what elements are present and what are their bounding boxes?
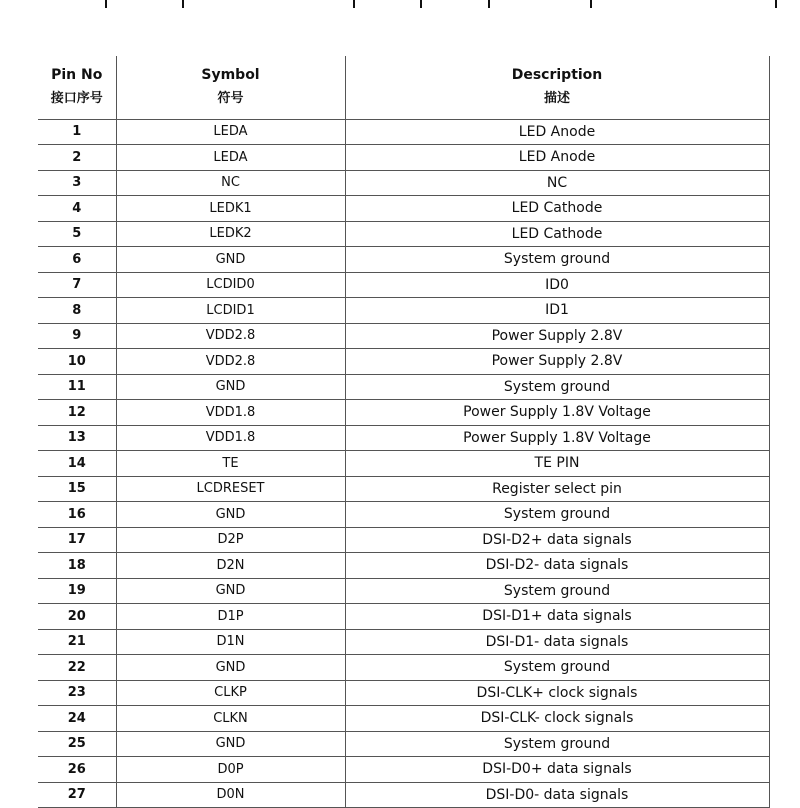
table-row <box>38 374 769 400</box>
description-cell: DSI-D2+ data signals <box>345 527 769 553</box>
table-row <box>38 527 769 553</box>
description-cell: System ground <box>345 247 769 273</box>
description-cell: DSI-D0+ data signals <box>345 757 769 783</box>
symbol-cell: D2N <box>116 553 345 579</box>
symbol-cell: LEDA <box>116 145 345 171</box>
table-row <box>38 502 769 528</box>
description-cell: System ground <box>345 578 769 604</box>
symbol-cell: GND <box>116 731 345 757</box>
table-row <box>38 655 769 681</box>
symbol-cell: VDD2.8 <box>116 323 345 349</box>
description-cell: DSI-D1+ data signals <box>345 604 769 630</box>
table-row <box>38 323 769 349</box>
table-row <box>38 272 769 298</box>
pin-cell: 15 <box>38 476 116 502</box>
symbol-cell: LCDID1 <box>116 298 345 324</box>
previous-table-fragment <box>0 0 800 8</box>
pin-cell: 20 <box>38 604 116 630</box>
description-header <box>345 56 769 119</box>
symbol-cell: GND <box>116 247 345 273</box>
description-cell: DSI-D1- data signals <box>345 629 769 655</box>
symbol-cell: LEDK2 <box>116 221 345 247</box>
pin-cell: 26 <box>38 757 116 783</box>
pin-cell: 3 <box>38 170 116 196</box>
symbol-header-en: Symbol <box>201 67 260 84</box>
symbol-cell: TE <box>116 451 345 477</box>
table-row <box>38 145 769 171</box>
pin-cell: 11 <box>38 374 116 400</box>
description-cell: Register select pin <box>345 476 769 502</box>
pin-no-header <box>38 56 116 119</box>
table-header-row <box>38 56 769 119</box>
table-row <box>38 782 769 808</box>
pin-definition-table <box>38 56 770 808</box>
description-cell: Power Supply 1.8V Voltage <box>345 400 769 426</box>
pin-cell: 14 <box>38 451 116 477</box>
description-cell: Power Supply 2.8V <box>345 349 769 375</box>
description-cell: Power Supply 2.8V <box>345 323 769 349</box>
symbol-cell: D2P <box>116 527 345 553</box>
pin-cell: 1 <box>38 119 116 145</box>
table-row <box>38 221 769 247</box>
table-row <box>38 170 769 196</box>
symbol-cell: VDD1.8 <box>116 425 345 451</box>
symbol-cell: D1P <box>116 604 345 630</box>
symbol-cell: CLKP <box>116 680 345 706</box>
description-cell: LED Cathode <box>345 196 769 222</box>
symbol-cell: LCDID0 <box>116 272 345 298</box>
symbol-cell: D0P <box>116 757 345 783</box>
table-row <box>38 247 769 273</box>
pin-cell: 13 <box>38 425 116 451</box>
symbol-cell: D0N <box>116 782 345 808</box>
table-row <box>38 578 769 604</box>
pin-cell: 18 <box>38 553 116 579</box>
pin-cell: 12 <box>38 400 116 426</box>
description-cell: DSI-CLK- clock signals <box>345 706 769 732</box>
description-header-zh: 描述 <box>543 91 570 107</box>
table-row <box>38 680 769 706</box>
table-row <box>38 425 769 451</box>
description-cell: ID1 <box>345 298 769 324</box>
pin-cell: 19 <box>38 578 116 604</box>
description-cell: LED Anode <box>345 119 769 145</box>
symbol-cell: GND <box>116 655 345 681</box>
description-cell: Power Supply 1.8V Voltage <box>345 425 769 451</box>
pin-cell: 27 <box>38 782 116 808</box>
symbol-header <box>116 56 345 119</box>
description-cell: System ground <box>345 731 769 757</box>
pin-cell: 6 <box>38 247 116 273</box>
pin-cell: 4 <box>38 196 116 222</box>
symbol-cell: D1N <box>116 629 345 655</box>
pin-cell: 7 <box>38 272 116 298</box>
pin-cell: 2 <box>38 145 116 171</box>
table-row <box>38 757 769 783</box>
description-cell: DSI-D0- data signals <box>345 782 769 808</box>
table-row <box>38 298 769 324</box>
symbol-cell: VDD2.8 <box>116 349 345 375</box>
symbol-cell: LEDA <box>116 119 345 145</box>
pin-cell: 23 <box>38 680 116 706</box>
description-cell: LED Anode <box>345 145 769 171</box>
pin-cell: 16 <box>38 502 116 528</box>
description-cell: DSI-CLK+ clock signals <box>345 680 769 706</box>
table-row <box>38 706 769 732</box>
pin-cell: 21 <box>38 629 116 655</box>
table-row <box>38 196 769 222</box>
pin-cell: 17 <box>38 527 116 553</box>
symbol-cell: GND <box>116 578 345 604</box>
description-cell: TE PIN <box>345 451 769 477</box>
table-row <box>38 604 769 630</box>
description-cell: ID0 <box>345 272 769 298</box>
description-cell: LED Cathode <box>345 221 769 247</box>
pin-cell: 22 <box>38 655 116 681</box>
description-cell: System ground <box>345 374 769 400</box>
symbol-cell: GND <box>116 374 345 400</box>
pin-no-header-en: Pin No <box>51 67 103 84</box>
symbol-cell: CLKN <box>116 706 345 732</box>
table-row <box>38 553 769 579</box>
table-row <box>38 451 769 477</box>
pin-cell: 10 <box>38 349 116 375</box>
pin-cell: 9 <box>38 323 116 349</box>
description-cell: DSI-D2- data signals <box>345 553 769 579</box>
table-row <box>38 731 769 757</box>
symbol-cell: GND <box>116 502 345 528</box>
pin-no-header-zh: 接口序号 <box>50 91 103 107</box>
symbol-cell: LEDK1 <box>116 196 345 222</box>
symbol-header-zh: 符号 <box>217 91 244 107</box>
table-row <box>38 349 769 375</box>
table-row <box>38 476 769 502</box>
table-row <box>38 629 769 655</box>
pin-cell: 25 <box>38 731 116 757</box>
description-header-en: Description <box>511 67 603 84</box>
description-cell: System ground <box>345 502 769 528</box>
pin-cell: 24 <box>38 706 116 732</box>
symbol-cell: NC <box>116 170 345 196</box>
table-row <box>38 119 769 145</box>
symbol-cell: VDD1.8 <box>116 400 345 426</box>
symbol-cell: LCDRESET <box>116 476 345 502</box>
table-row <box>38 400 769 426</box>
description-cell: NC <box>345 170 769 196</box>
pin-cell: 5 <box>38 221 116 247</box>
description-cell: System ground <box>345 655 769 681</box>
pin-cell: 8 <box>38 298 116 324</box>
